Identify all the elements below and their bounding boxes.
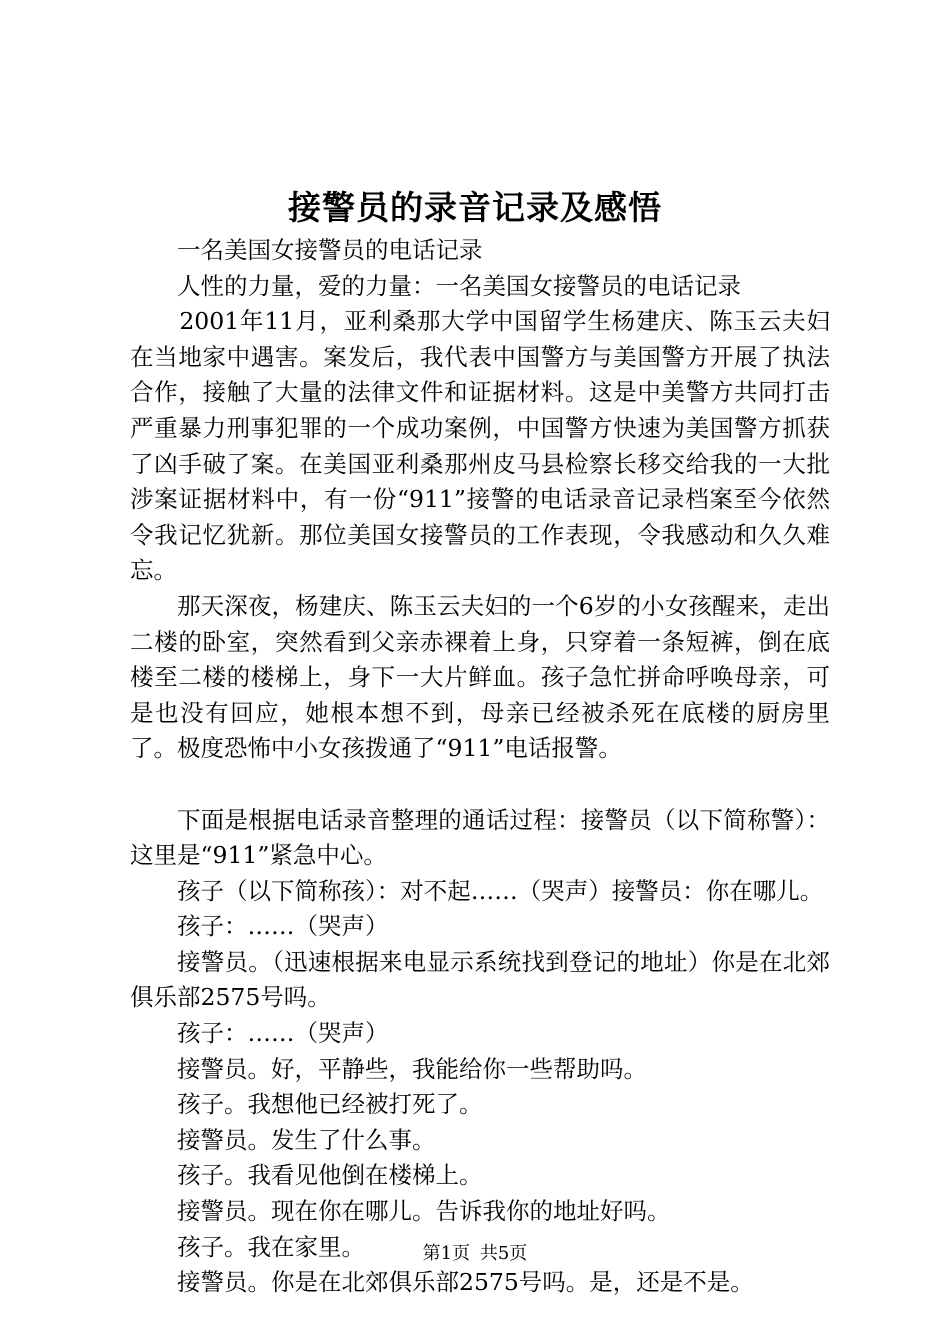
document-title: 接警员的录音记录及感悟	[288, 188, 662, 227]
paragraph: 那天深夜，杨建庆、陈玉云夫妇的一个6岁的小女孩醒来，走出二楼的卧室，突然看到父亲赤裸着上身，只穿着一条短裤，倒在底楼至二楼的楼梯上，身下一大片鲜血。孩子急忙拼命呼唤母亲，可是也没有回应，她根本想不到，母亲已经被杀死在底楼的厨房里了。极度恐怖中小女孩拨通了“911”电话报警。	[130, 591, 830, 763]
paragraph: 孩子：……（哭声）	[177, 1019, 389, 1048]
paragraph: 一名美国女接警员的电话记录	[177, 236, 483, 264]
paragraph: 接警员。你是在北郊俱乐部2575号吗。是，还是不是。	[177, 1268, 754, 1297]
paragraph: 接警员。现在你在哪儿。告诉我你的地址好吗。	[177, 1197, 671, 1226]
paragraph: 孩子（以下简称孩）：对不起……（哭声）接警员：你在哪儿。	[177, 876, 824, 905]
page-total: 共5页	[479, 1243, 528, 1264]
page-footer	[0, 1242, 950, 1266]
paragraph: 孩子。我在家里。	[177, 1232, 365, 1261]
paragraph: 接警员。（迅速根据来电显示系统找到登记的地址）你是在北郊俱乐部2575号吗。	[130, 947, 830, 1012]
paragraph: 孩子：……（哭声）	[177, 912, 389, 941]
paragraph: 2001年11月，亚利桑那大学中国留学生杨建庆、陈玉云夫妇在当地家中遇害。案发后，我代表中国警方与美国警方开展了执法合作，接触了大量的法律文件和证据材料。这是中美警方共同打击严重暴力刑事犯罪的一个成功案例，中国警方快速为美国警方抓获了凶手破了案。在美国亚利桑那州皮马县检察长移交给我的一大批涉案证据材料中，有一份“911”接警的电话录音记录档案至今依然令我记忆犹新。那位美国女接警员的工作表现，令我感动和久久难忘。	[130, 307, 830, 585]
paragraph: 下面是根据电话录音整理的通话过程：接警员（以下简称警）：这里是“911”紧急中心。	[130, 805, 830, 870]
paragraph: 孩子。我想他已经被打死了。	[177, 1090, 483, 1119]
paragraph: 接警员。好，平静些，我能给你一些帮助吗。	[177, 1054, 647, 1083]
page-number: 第1页	[422, 1243, 471, 1264]
paragraph: 接警员。发生了什么事。	[177, 1125, 436, 1154]
paragraph: 孩子。我看见他倒在楼梯上。	[177, 1161, 483, 1190]
paragraph: 人性的力量，爱的力量：一名美国女接警员的电话记录	[177, 271, 741, 300]
document-body	[130, 233, 830, 1301]
